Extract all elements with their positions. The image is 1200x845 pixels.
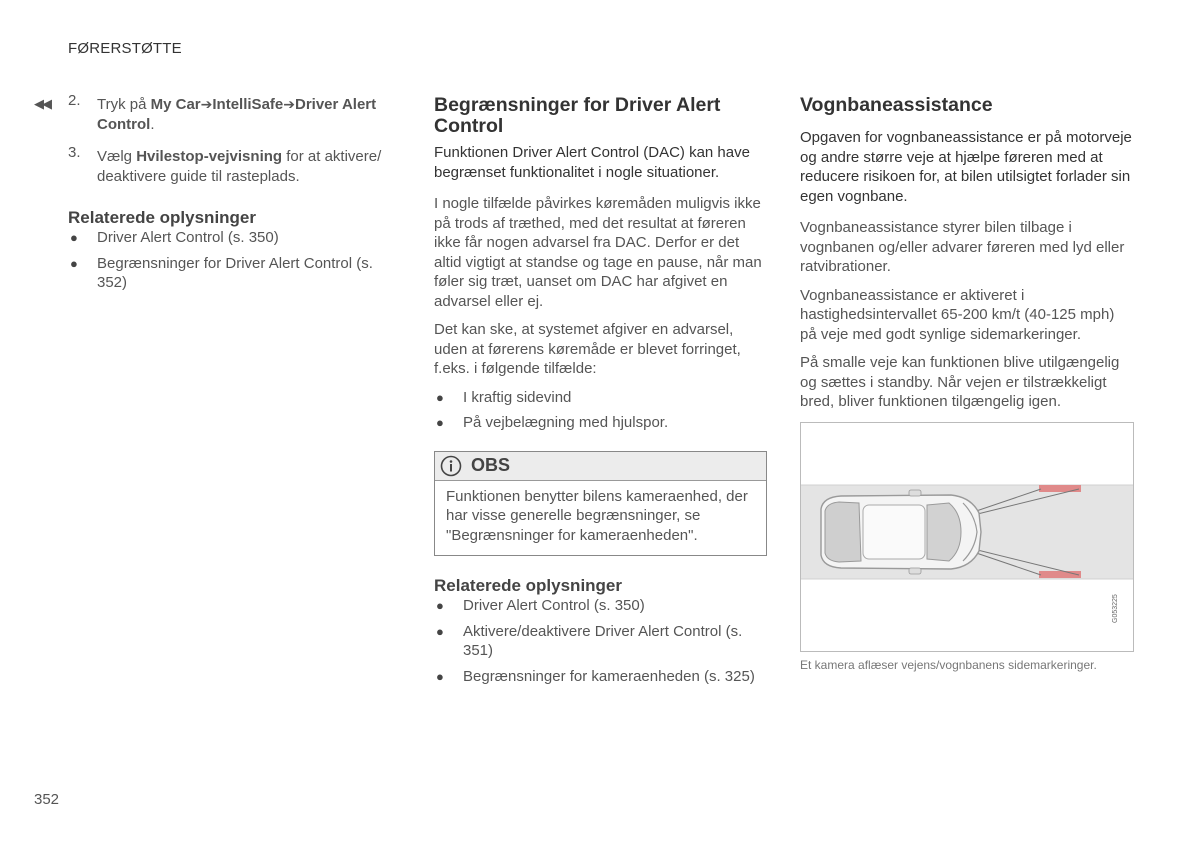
bullet-icon: ● (436, 415, 444, 430)
step-2 (68, 92, 398, 134)
related-heading: Relaterede oplysninger (434, 576, 623, 595)
section-header: FØRERSTØTTE (68, 40, 182, 57)
related-list (434, 596, 767, 686)
paragraph: I nogle tilfælde påvirkes køremåden muligvis ikke på trods af træthed, med det resultat at føreren ikke får nogen advarsel fra DAC. Derfor er det altid vigtigt at standse og tage en pause, når man føler sig træt, uanset om DAC har afgivet en advarsel eller ej. (434, 195, 762, 310)
related-link[interactable] (434, 596, 767, 616)
paragraph: På smalle veje kan funktionen blive utilgængelig og sættes i standby. Når vejen er tilstrækkeligt bred, bliver funktionen tilgængelig igen. (800, 354, 1120, 410)
lane-marking-right (1039, 571, 1081, 578)
related-link[interactable] (68, 228, 398, 248)
menu-hvilestop: Hvilestop-vejvisning (136, 148, 283, 165)
section-title: Vognbaneassistance (800, 94, 993, 116)
related-link[interactable] (434, 667, 767, 687)
related-link-text: Begrænsninger for Driver Alert Control (s. 352) (97, 254, 373, 291)
figure-code: G053225 (1112, 593, 1119, 623)
step-text-end: . (150, 115, 155, 133)
bullet-icon: ● (436, 668, 444, 684)
related-link-text: Begrænsninger for kameraenheden (s. 325) (463, 667, 755, 685)
bullet-icon: ● (70, 255, 78, 271)
list-item (434, 388, 767, 408)
section-intro: Funktionen Driver Alert Control (DAC) kan have begrænset funktionalitet i nogle situationer. (434, 144, 750, 181)
car-top-view (821, 490, 981, 574)
paragraph: Det kan ske, at systemet afgiver en advarsel, uden at førerens køremåde er blevet forringet, f.eks. i følgende tilfælde: (434, 321, 741, 377)
step-number: 2. (68, 92, 81, 109)
list-item-text: I kraftig sidevind (463, 388, 572, 406)
related-link-text: Driver Alert Control (s. 350) (463, 597, 645, 614)
lane-assist-illustration (800, 422, 1134, 652)
menu-intellisafe: IntelliSafe (212, 96, 284, 113)
section-title: Begrænsninger for Driver Alert Control (434, 94, 721, 137)
note-text: Funktionen benytter bilens kameraenhed, der har visse generelle begrænsninger, se "Begrænsninger for kameraenheden". (446, 487, 748, 544)
section-intro: Opgaven for vognbaneassistance er på motorveje og andre større veje at hjælpe føreren med at reducere risikoen for, at bilen utilsigtet forlader sin egen vognbane. (800, 129, 1132, 205)
related-list (68, 228, 398, 293)
related-heading: Relaterede oplysninger (68, 208, 257, 227)
info-icon (440, 455, 462, 477)
page-number: 352 (34, 791, 60, 808)
step-text: Vælg (97, 148, 137, 165)
arrow-right-icon: ➔ (283, 96, 295, 112)
list-item-text: På vejbelægning med hjulspor. (463, 414, 669, 431)
lane-marking-left (1039, 485, 1081, 492)
lane-assist-diagram (801, 423, 1133, 651)
menu-my-car: My Car (150, 96, 201, 113)
figure-caption: Et kamera aflæser vejens/vognbanens sidemarkeringer. (800, 657, 1097, 672)
note-title: OBS (471, 455, 511, 475)
column-middle (434, 95, 767, 692)
menu-driver-alert-control: Driver Alert Control (97, 96, 377, 133)
note-header (435, 452, 766, 481)
bullet-icon: ● (436, 623, 444, 639)
related-link-text: Aktivere/deaktivere Driver Alert Control (s. 351) (463, 622, 743, 659)
related-link-text: Driver Alert Control (s. 350) (97, 229, 279, 246)
bullet-icon: ● (436, 389, 444, 405)
step-text-end: for at aktivere/ deaktivere guide til rasteplads. (97, 148, 382, 185)
step-number: 3. (68, 144, 81, 161)
step-text: Tryk på (97, 96, 151, 113)
paragraph: Vognbaneassistance styrer bilen tilbage i vognbanen og/eller advarer føreren med lyd eller ratvibrationer. (800, 219, 1125, 275)
case-list (434, 388, 767, 433)
related-link[interactable] (434, 622, 767, 661)
bullet-icon: ● (436, 598, 444, 613)
step-3 (68, 144, 398, 186)
related-link[interactable] (68, 254, 398, 293)
bullet-icon: ● (70, 230, 78, 245)
note-box (434, 451, 767, 557)
paragraph: Vognbaneassistance er aktiveret i hastighedsintervallet 65-200 km/t (40-125 mph) på veje med godt synlige sidemarkeringer. (800, 286, 1115, 343)
column-left (68, 92, 398, 299)
arrow-right-icon: ➔ (200, 96, 213, 112)
column-right (800, 95, 1134, 672)
back-nav-icon[interactable]: ◀◀ (34, 96, 50, 111)
list-item (434, 413, 767, 433)
